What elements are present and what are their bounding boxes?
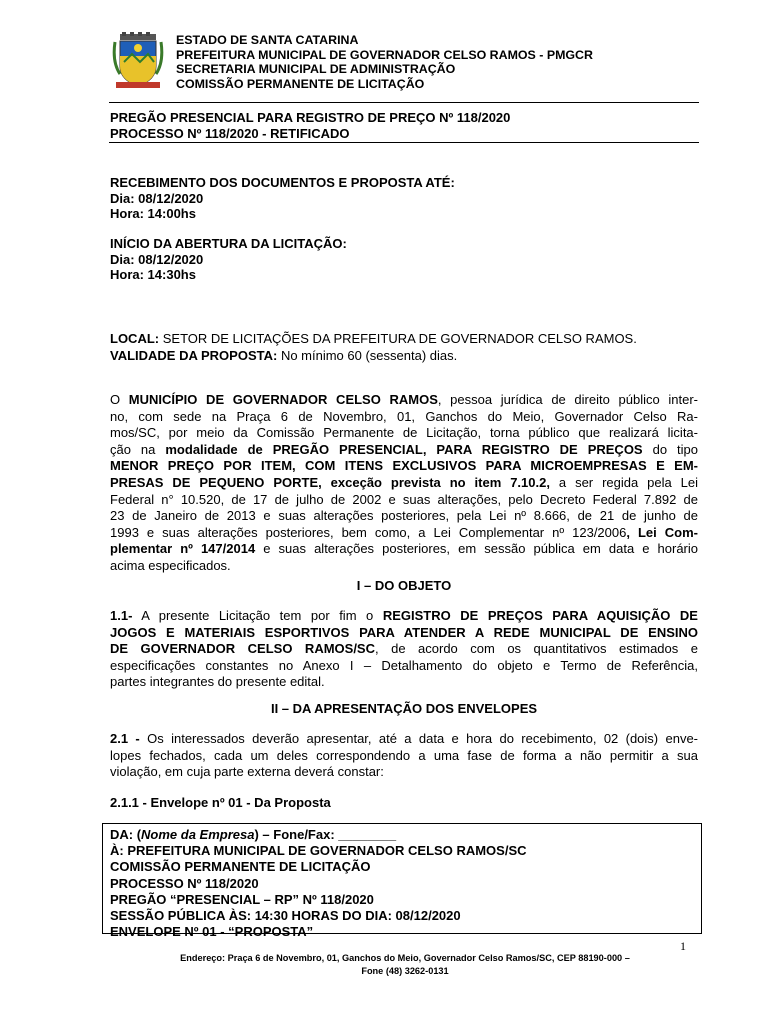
intro-text: ção na [110,441,166,457]
intro-text: 1993 e suas alterações posteriores, bem como, a Lei Complementar nº 123/2006 [110,524,627,540]
receipt-time: Hora: 14:00hs [110,206,196,221]
intro-line: Federal n° 10.520, de 17 de julho de 2002 e suas alterações, pelo Decreto Federal 7.892 de [110,491,698,507]
clause-object: JOGOS E MATERIAIS ESPORTIVOS PARA ATENDER A REDE MUNICIPAL DE ENSINO [110,624,698,640]
clause-text: , de acordo com os quantitativos estimados e [374,641,698,657]
intro-law: , Lei Com- [626,524,698,540]
envelope-label-text [110,827,527,940]
clause-object: DE GOVERNADOR CELSO RAMOS/SC [110,641,375,657]
intro-law: plementar nº 147/2014 [110,541,256,557]
intro-text: e suas alterações posteriores, em sessão pública em data e horário [255,541,699,557]
header-secretariat: SECRETARIA MUNICIPAL DE ADMINISTRAÇÃO [176,62,456,76]
validity-label: VALIDADE DA PROPOSTA: [110,348,278,363]
opening-time: Hora: 14:30hs [110,267,196,282]
header-prefecture: PREFEITURA MUNICIPAL DE GOVERNADOR CELSO RAMOS - PMGCR [176,47,593,62]
section-1-paragraph [110,608,698,691]
opening-date: Dia: 08/12/2020 [110,251,204,267]
clause-object: REGISTRO DE PREÇOS PARA AQUISIÇÃO DE [382,608,698,623]
title-pregao: PREGÃO PRESENCIAL PARA REGISTRO DE PREÇO Nº 118/2020 [110,110,511,125]
envelope-phone: ) – Fone/Fax: ________ [254,827,397,842]
title-processo: PROCESSO Nº 118/2020 - RETIFICADO [110,125,350,141]
envelope-commission: COMISSÃO PERMANENTE DE LICITAÇÃO [110,859,371,875]
intro-text: a ser regida pela Lei [549,474,698,490]
receipt-heading: RECEBIMENTO DOS DOCUMENTOS E PROPOSTA ATÉ: [110,175,455,190]
intro-paragraph [110,392,698,575]
intro-municipality: MUNICÍPIO DE GOVERNADOR CELSO RAMOS [128,392,438,407]
section-2-paragraph [110,731,698,781]
page-number: 1 [680,939,686,953]
envelope-pregao: PREGÃO “PRESENCIAL – RP” Nº 118/2020 [110,891,374,907]
header-divider [109,102,699,103]
municipal-coat-of-arms-icon [112,32,164,92]
intro-exception: PRESAS DE PEQUENO PORTE, exceção prevista no item 7.10.2, [110,474,550,490]
clause-number: 1.1- [110,608,133,623]
envelope-from: DA: ( [110,827,142,842]
location-block [110,330,698,364]
location-text: SETOR DE LICITAÇÕES DA PREFEITURA DE GOVERNADOR CELSO RAMOS. [159,331,637,346]
opening-block [110,236,347,283]
intro-line: acima especificados. [110,557,231,573]
header-state: ESTADO DE SANTA CATARINA [176,33,359,47]
clause-line: partes integrantes do presente edital. [110,674,325,690]
envelope-company-placeholder: Nome da Empresa [141,827,255,842]
envelope-to: À: PREFEITURA MUNICIPAL DE GOVERNADOR CELSO RAMOS/SC [110,843,527,859]
intro-text: O [110,392,129,407]
section-1-heading: I – DO OBJETO [356,578,452,593]
clause-number: 2.1 - [110,731,140,746]
intro-line: 23 de Janeiro de 2013 e suas alterações posteriores, pela Lei nº 8.666, de 21 de junho de [110,508,698,524]
clause-text: Os interessados deverão apresentar, até a data e hora do recebimento, 02 (dois) enve- [139,731,699,746]
clause-line: lopes fechados, cada um deles correspondendo a uma fase de forma a não permitir a sua [110,747,698,763]
opening-heading: INÍCIO DA ABERTURA DA LICITAÇÃO: [110,236,347,251]
intro-type: MENOR PREÇO POR ITEM, COM ITENS EXCLUSIVOS PARA MICROEMPRESAS E EM- [110,458,698,474]
envelope-number: ENVELOPE Nº 01 - “PROPOSTA” [110,924,314,940]
title-divider [109,142,699,143]
footer-address: Endereço: Praça 6 de Novembro, 01, Ganchos do Meio, Governador Celso Ramos/SC, CEP 88190-000 – [180,953,630,963]
clause-line: especificações constantes no Anexo I – Detalhamento do objeto e Termo de Referência, [110,657,698,673]
receipt-date: Dia: 08/12/2020 [110,190,204,206]
clause-text: A presente Licitação tem por fim o [132,608,383,623]
envelope-1-subheading: 2.1.1 - Envelope nº 01 - Da Proposta [110,795,331,810]
document-header [176,33,593,91]
location-label: LOCAL: [110,331,160,346]
envelope-process: PROCESSO Nº 118/2020 [110,875,259,891]
intro-line: no, com sede na Praça 6 de Novembro, 01, Ganchos do Meio, Governador Celso Ra- [110,408,698,424]
clause-line: violação, em cuja parte externa deverá constar: [110,764,384,780]
section-2-heading: II – DA APRESENTAÇÃO DOS ENVELOPES [270,701,538,716]
receipt-block [110,175,455,222]
intro-modality: modalidade de PREGÃO PRESENCIAL, PARA REGISTRO DE PREÇOS [165,441,643,457]
intro-text: , pessoa jurídica de direito público inter- [437,392,698,407]
footer-phone: Fone (48) 3262-0131 [361,966,449,976]
header-commission: COMISSÃO PERMANENTE DE LICITAÇÃO [176,76,425,91]
document-title [110,110,510,141]
intro-line: mos/SC, por meio da Comissão Permanente de Licitação, torna público que realizará licita- [110,425,698,441]
envelope-session: SESSÃO PÚBLICA ÀS: 14:30 HORAS DO DIA: 08/12/2020 [110,908,461,924]
intro-text: do tipo [642,441,698,457]
validity-text: No mínimo 60 (sessenta) dias. [277,348,458,363]
